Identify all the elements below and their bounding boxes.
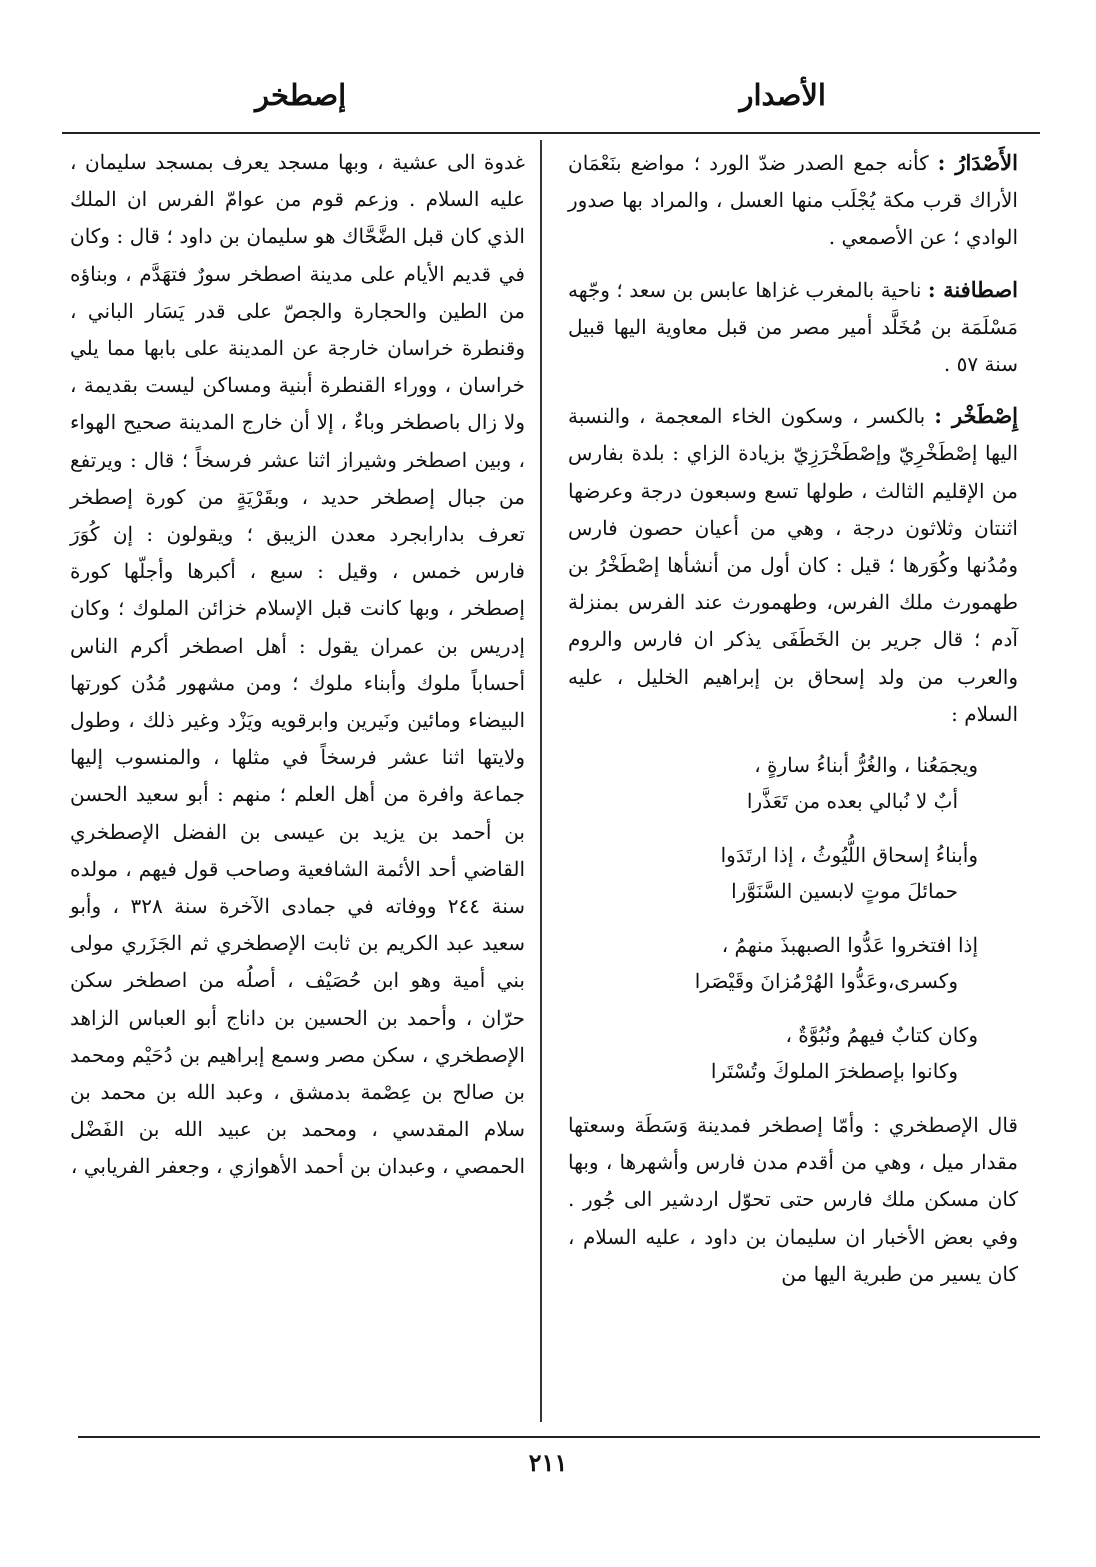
- verse-pair: [628, 1017, 978, 1089]
- entry-istakhr: [568, 397, 1018, 733]
- entry-headword: اصطافنة :: [927, 276, 1018, 302]
- page-number: ٢١١: [528, 1448, 568, 1477]
- verse-line: أبٌ لا نُبالي بعده من تَعَذَّرا: [746, 789, 958, 814]
- verse-line: وكانوا بإصطخرَ الملوكَ وتُسْتَرا: [710, 1059, 958, 1084]
- column-divider: [540, 140, 542, 1422]
- left-column: [70, 144, 525, 1186]
- entry-asdar: [568, 144, 1018, 257]
- verse-line: ويجمَعُنا ، والغُرُّ أبناءُ سارةٍ ،: [754, 753, 978, 778]
- verse-pair: [628, 747, 978, 819]
- entry-text: كأنه جمع الصدر ضدّ الورد ؛ مواضع بنَعْمَان الأراك قرب مكة يُجْلَب منها العسل ، والمراد بها صدور الوادي ؛ عن الأصمعي .: [568, 151, 1018, 250]
- bottom-rule: [78, 1436, 1040, 1438]
- poem-verses: [628, 747, 978, 1089]
- continuation-text: غدوة الى عشية ، وبها مسجد يعرف بمسجد سليمان ، عليه السلام . وزعم قوم من عوامّ الفرس ان الملك الذي كان قبل الضَّحَّاك هو سليمان بن داود ؛ قال : وكان في قديم الأيام على مدينة اصطخر سورٌ فتهَدَّم ، وبناؤه من الطين والحجارة والجصّ على قدر يَسَار الباني ، وقنطرة خراسان خارجة عن المدينة على بابها مما يلي خراسان ، ووراء القنطرة أبنية ومساكن ليست بقديمة ، ولا زال باصطخر وباءٌ ، إلا أن خارج المدينة صحيح الهواء ، وبين اصطخر وشيراز اثنا عشر فرسخاً ؛ قال : ويرتفع من جبال إصطخر حديد ، وبقَرْيَةٍ من كورة إصطخر تعرف بدارابجرد معدن الزيبق ؛ ويقولون : إن كُوَرَ فارس خمس ، وقيل : سبع ، أكبرها وأجلّها كورة إصطخر ، وبها كانت قبل الإسلام خزائن الملوك ؛ وكان إدريس بن عمران يقول : أهل اصطخر أكرم الناس أحساباً ملوك وأبناء ملوك ؛ ومن مشهور مُدُن كورتها البيضاء ومائين ونَيرين وابرقويه ويَزْد وغير ذلك ، وطول ولايتها اثنا عشر فرسخاً في مثلها ، والمنسوب إليها جماعة وافرة من أهل العلم ؛ منهم : أبو سعيد الحسن بن أحمد بن يزيد بن عيسى بن الفضل الإصطخري القاضي أحد الأئمة الشافعية وصاحب قول فيهم ، مولده سنة ٢٤٤ ووفاته في جمادى الآخرة سنة ٣٢٨ ، وأبو سعيد عبد الكريم بن ثابت الإصطخري ثم الجَزَري مولى بني أمية وهو ابن حُصَيْف ، أصلُه من اصطخر سكن حرّان ، وأحمد بن الحسين بن داناج أبو العباس الزاهد الإصطخري ، سكن مصر وسمع إبراهيم بن دُحَيْم ومحمد بن صالح بن عِصْمة بدمشق ، وعبد الله بن محمد بن سلام المقدسي ، ومحمد بن عبيد الله بن الفَضْل الحمصي ، وعبدان بن أحمد الأهوازي ، وجعفر الفريابي ،: [70, 150, 525, 1179]
- top-rule: [62, 132, 1040, 134]
- running-title-left: إصطخر: [255, 78, 347, 112]
- entry-headword: إِصْطَخْر :: [934, 403, 1018, 429]
- verse-pair: [628, 837, 978, 909]
- verse-pair: [628, 927, 978, 999]
- entry-headword: الأَصْدَارُ :: [937, 150, 1018, 175]
- entry-istafina: [568, 271, 1018, 384]
- verse-line: وكسرى،وعَدُّوا الهُرْمُزانَ وقَيْصَرا: [694, 969, 958, 994]
- right-column: [568, 144, 1018, 1313]
- istakhri-quote: قال الإصطخري : وأمّا إصطخر فمدينة وَسَطَة وسعتها مقدار ميل ، وهي من أقدم مدن فارس وأشهرها ، وبها كان مسكن ملك فارس حتى تحوّل اردشير الى جُور . وفي بعض الأخبار ان سليمان بن داود ، عليه السلام ، كان يسير من طبرية اليها من: [568, 1113, 1018, 1286]
- verse-line: حمائلَ موتٍ لابسين السَّنَوَّرا: [731, 879, 958, 904]
- verse-line: وكان كتابٌ فيهمُ ونُبُوَّةٌ ،: [785, 1023, 978, 1048]
- entry-text: ناحية بالمغرب غزاها عابس بن سعد ؛ وجّهه مَسْلَمَة بن مُخَلَّد أمير مصر من قبل معاوية اليها قبيل سنة ٥٧ .: [568, 277, 1018, 377]
- verse-line: إذا افتخروا عَدُّوا الصبهبذَ منهمُ ،: [721, 933, 978, 958]
- entry-text: بالكسر ، وسكون الخاء المعجمة ، والنسبة اليها إصْطَخْرِيّ وإصْطَخْرَزِيّ بزيادة الزاي : بلدة بفارس من الإقليم الثالث ، طولها تسع وسبعون درجة وعرضها اثنتان وثلاثون درجة ، وهي من أعيان حصون فارس ومُدُنها وكُوَرها ؛ قيل : كان أول من أنشأها إصْطَخْرُ بن طهمورث ملك الفرس، وطهمورث عند الفرس بمنزلة آدم ؛ قال جرير بن الخَطَفَى يذكر ان فارس والروم والعرب من ولد إسحاق بن إبراهيم الخليل ، عليه السلام :: [568, 404, 1018, 726]
- running-title-right: الأصدار: [739, 78, 826, 112]
- verse-line: وأبناءُ إسحاق اللُّيُوثُ ، إذا ارتَدَوا: [720, 843, 978, 868]
- running-head: [0, 78, 1096, 128]
